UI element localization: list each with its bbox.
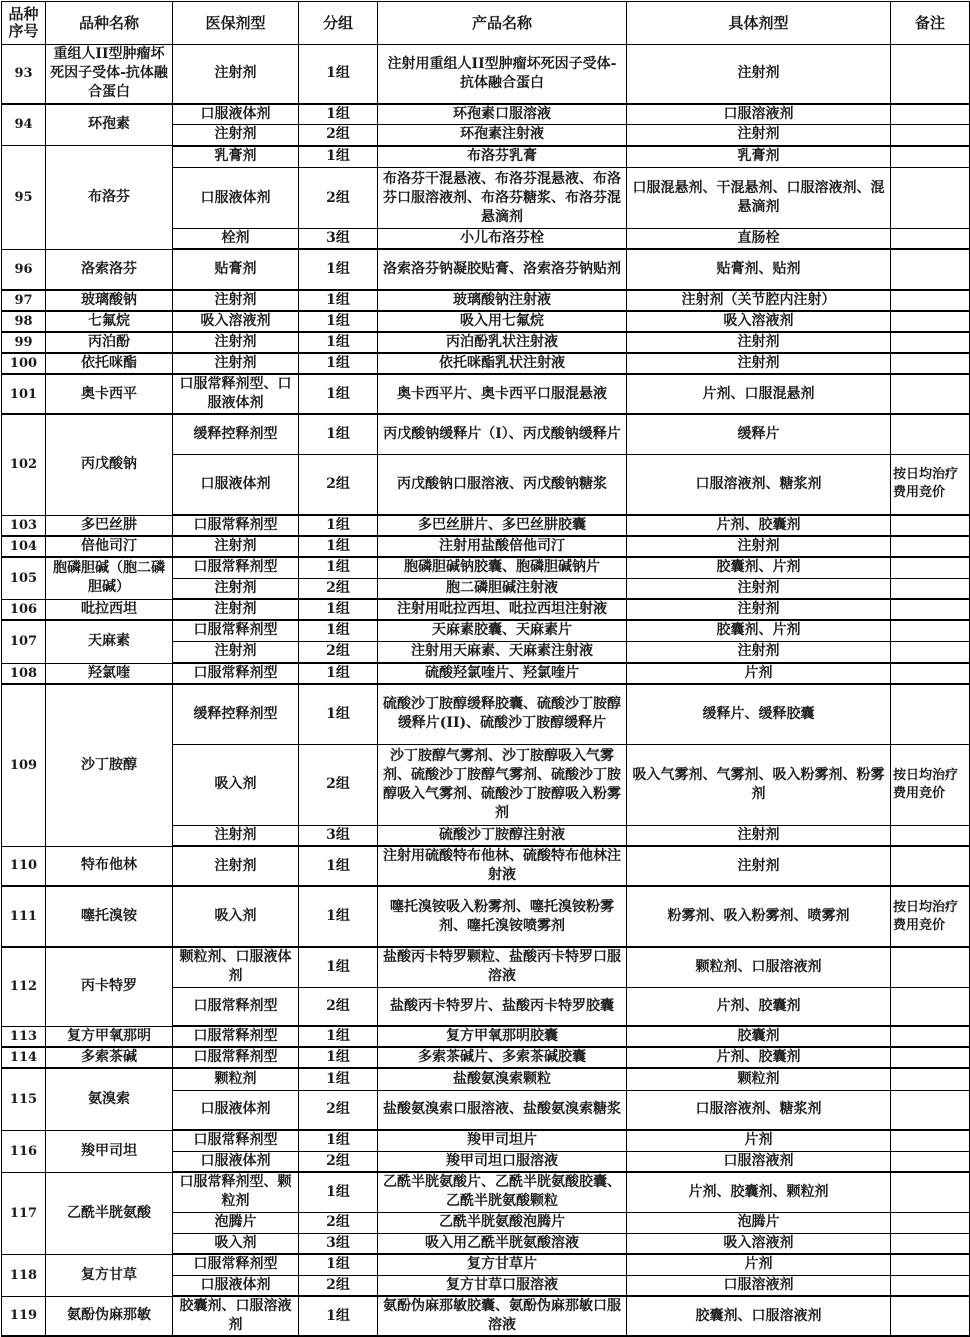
insurance-form-cell: 颗粒剂 bbox=[173, 1068, 299, 1090]
item-number: 100 bbox=[2, 353, 46, 374]
product-name-cell: 复方甘草口服溶液 bbox=[378, 1275, 627, 1296]
item-number: 102 bbox=[2, 414, 46, 515]
specific-form-cell: 颗粒剂 bbox=[627, 1068, 891, 1090]
group-cell: 2组 bbox=[299, 168, 378, 229]
item-number: 116 bbox=[2, 1130, 46, 1172]
insurance-form-cell: 口服液体剂 bbox=[173, 454, 299, 515]
specific-form-cell: 注射剂 bbox=[627, 825, 891, 846]
group-cell: 1组 bbox=[299, 1254, 378, 1275]
group-cell: 2组 bbox=[299, 744, 378, 825]
note-cell bbox=[891, 125, 970, 146]
specific-form-cell: 口服溶液剂 bbox=[627, 1275, 891, 1296]
table-row bbox=[2, 599, 970, 620]
group-cell: 1组 bbox=[299, 1068, 378, 1090]
product-name-cell: 吸入用七氟烷 bbox=[378, 311, 627, 332]
group-cell: 1组 bbox=[299, 414, 378, 454]
insurance-form-cell: 口服常释剂型、颗粒剂 bbox=[173, 1172, 299, 1212]
item-number: 112 bbox=[2, 947, 46, 1026]
item-name: 依托咪酯 bbox=[46, 353, 173, 374]
specific-form-cell: 粉雾剂、吸入粉雾剂、喷雾剂 bbox=[627, 886, 891, 947]
note-cell bbox=[891, 414, 970, 454]
insurance-form-cell: 缓释控释剂型 bbox=[173, 414, 299, 454]
specific-form-cell: 片剂、胶囊剂 bbox=[627, 987, 891, 1026]
table-row bbox=[2, 353, 970, 374]
note-cell bbox=[891, 1068, 970, 1090]
note-cell bbox=[891, 104, 970, 125]
insurance-form-cell: 口服常释剂型、口服液体剂 bbox=[173, 374, 299, 414]
specific-form-cell: 片剂、胶囊剂 bbox=[627, 515, 891, 536]
specific-form-cell: 吸入溶液剂 bbox=[627, 1233, 891, 1254]
item-number: 93 bbox=[2, 45, 46, 104]
table-row bbox=[2, 1296, 970, 1336]
note-cell bbox=[891, 1296, 970, 1336]
item-number: 103 bbox=[2, 515, 46, 536]
item-name: 环孢素 bbox=[46, 104, 173, 146]
insurance-form-cell: 吸入剂 bbox=[173, 1233, 299, 1254]
item-number: 98 bbox=[2, 311, 46, 332]
item-name: 复方甲氧那明 bbox=[46, 1026, 173, 1047]
insurance-form-cell: 注射剂 bbox=[173, 641, 299, 663]
specific-form-cell: 注射剂 bbox=[627, 45, 891, 104]
group-cell: 1组 bbox=[299, 290, 378, 311]
table-row bbox=[2, 1172, 970, 1212]
note-cell bbox=[891, 332, 970, 353]
insurance-form-cell: 注射剂 bbox=[173, 353, 299, 374]
group-cell: 1组 bbox=[299, 374, 378, 414]
insurance-form-cell: 胶囊剂、口服溶液剂 bbox=[173, 1296, 299, 1336]
specific-form-cell: 胶囊剂 bbox=[627, 1026, 891, 1047]
product-name-cell: 依托咪酯乳状注射液 bbox=[378, 353, 627, 374]
table-row bbox=[2, 1130, 970, 1151]
insurance-form-cell: 栓剂 bbox=[173, 229, 299, 250]
note-cell bbox=[891, 578, 970, 599]
specific-form-cell: 注射剂 bbox=[627, 353, 891, 374]
group-cell: 1组 bbox=[299, 146, 378, 168]
item-number: 108 bbox=[2, 663, 46, 684]
item-name: 布洛芬 bbox=[46, 146, 173, 250]
item-number: 110 bbox=[2, 846, 46, 886]
table-row bbox=[2, 414, 970, 454]
group-cell: 1组 bbox=[299, 1047, 378, 1068]
product-name-cell: 羧甲司坦片 bbox=[378, 1130, 627, 1151]
insurance-form-cell: 口服常释剂型 bbox=[173, 620, 299, 641]
note-cell bbox=[891, 641, 970, 663]
item-name: 洛索洛芬 bbox=[46, 249, 173, 290]
note-cell bbox=[891, 1151, 970, 1172]
item-number: 115 bbox=[2, 1068, 46, 1130]
note-cell bbox=[891, 1275, 970, 1296]
table-row bbox=[2, 846, 970, 886]
header-note: 备注 bbox=[891, 2, 970, 45]
header-no: 品种序号 bbox=[2, 2, 46, 45]
insurance-form-cell: 口服液体剂 bbox=[173, 1151, 299, 1172]
product-name-cell: 乙酰半胱氨酸片、乙酰半胱氨酸胶囊、乙酰半胱氨酸颗粒 bbox=[378, 1172, 627, 1212]
insurance-form-cell: 口服常释剂型 bbox=[173, 1254, 299, 1275]
table-row bbox=[2, 332, 970, 353]
specific-form-cell: 片剂、口服混悬剂 bbox=[627, 374, 891, 414]
item-number: 106 bbox=[2, 599, 46, 620]
specific-form-cell: 片剂、胶囊剂 bbox=[627, 1047, 891, 1068]
group-cell: 1组 bbox=[299, 886, 378, 947]
product-name-cell: 硫酸羟氯喹片、羟氯喹片 bbox=[378, 663, 627, 684]
item-name: 特布他林 bbox=[46, 846, 173, 886]
note-cell bbox=[891, 536, 970, 557]
note-cell bbox=[891, 663, 970, 684]
insurance-form-cell: 注射剂 bbox=[173, 846, 299, 886]
insurance-form-cell: 吸入溶液剂 bbox=[173, 311, 299, 332]
insurance-form-cell: 口服液体剂 bbox=[173, 104, 299, 125]
item-number: 118 bbox=[2, 1254, 46, 1296]
group-cell: 2组 bbox=[299, 1090, 378, 1130]
group-cell: 1组 bbox=[299, 1172, 378, 1212]
table-row bbox=[2, 249, 970, 290]
insurance-form-cell: 注射剂 bbox=[173, 332, 299, 353]
item-number: 104 bbox=[2, 536, 46, 557]
insurance-form-cell: 泡腾片 bbox=[173, 1212, 299, 1233]
product-name-cell: 环孢素口服溶液 bbox=[378, 104, 627, 125]
note-cell bbox=[891, 947, 970, 987]
group-cell: 2组 bbox=[299, 987, 378, 1026]
item-name: 噻托溴铵 bbox=[46, 886, 173, 947]
group-cell: 2组 bbox=[299, 125, 378, 146]
table-row bbox=[2, 1047, 970, 1068]
table-row bbox=[2, 290, 970, 311]
item-number: 109 bbox=[2, 684, 46, 846]
specific-form-cell: 口服溶液剂 bbox=[627, 1151, 891, 1172]
table-row bbox=[2, 1254, 970, 1275]
product-name-cell: 布洛芬干混悬液、布洛芬混悬液、布洛芬口服溶液剂、布洛芬糖浆、布洛芬混悬滴剂 bbox=[378, 168, 627, 229]
group-cell: 1组 bbox=[299, 353, 378, 374]
note-cell bbox=[891, 374, 970, 414]
specific-form-cell: 胶囊剂、口服溶液剂 bbox=[627, 1296, 891, 1336]
product-name-cell: 丙戊酸钠缓释片（I）、丙戊酸钠缓释片 bbox=[378, 414, 627, 454]
item-number: 105 bbox=[2, 557, 46, 599]
insurance-form-cell: 口服常释剂型 bbox=[173, 515, 299, 536]
insurance-form-cell: 颗粒剂、口服液体剂 bbox=[173, 947, 299, 987]
note-cell bbox=[891, 684, 970, 744]
table-row bbox=[2, 1068, 970, 1090]
group-cell: 2组 bbox=[299, 1275, 378, 1296]
note-cell bbox=[891, 45, 970, 104]
item-name: 氨酚伪麻那敏 bbox=[46, 1296, 173, 1336]
product-name-cell: 丙泊酚乳状注射液 bbox=[378, 332, 627, 353]
note-cell bbox=[891, 1130, 970, 1151]
drug-catalog-table bbox=[1, 1, 970, 1337]
group-cell: 1组 bbox=[299, 620, 378, 641]
item-name: 多巴丝肼 bbox=[46, 515, 173, 536]
group-cell: 1组 bbox=[299, 663, 378, 684]
insurance-form-cell: 注射剂 bbox=[173, 578, 299, 599]
item-name: 天麻素 bbox=[46, 620, 173, 663]
note-cell bbox=[891, 620, 970, 641]
item-name: 七氟烷 bbox=[46, 311, 173, 332]
item-number: 111 bbox=[2, 886, 46, 947]
item-name: 玻璃酸钠 bbox=[46, 290, 173, 311]
specific-form-cell: 片剂、胶囊剂、颗粒剂 bbox=[627, 1172, 891, 1212]
item-name: 复方甘草 bbox=[46, 1254, 173, 1296]
specific-form-cell: 注射剂 bbox=[627, 578, 891, 599]
product-name-cell: 盐酸氨溴索口服溶液、盐酸氨溴索糖浆 bbox=[378, 1090, 627, 1130]
product-name-cell: 布洛芬乳膏 bbox=[378, 146, 627, 168]
item-name: 吡拉西坦 bbox=[46, 599, 173, 620]
product-name-cell: 玻璃酸钠注射液 bbox=[378, 290, 627, 311]
note-cell bbox=[891, 825, 970, 846]
note-cell bbox=[891, 1172, 970, 1212]
table-row bbox=[2, 684, 970, 744]
group-cell: 2组 bbox=[299, 1212, 378, 1233]
insurance-form-cell: 注射剂 bbox=[173, 536, 299, 557]
table-row bbox=[2, 104, 970, 125]
product-name-cell: 天麻素胶囊、天麻素片 bbox=[378, 620, 627, 641]
group-cell: 1组 bbox=[299, 1026, 378, 1047]
table-row bbox=[2, 374, 970, 414]
note-cell bbox=[891, 1254, 970, 1275]
table-row bbox=[2, 947, 970, 987]
insurance-form-cell: 乳膏剂 bbox=[173, 146, 299, 168]
insurance-form-cell: 口服常释剂型 bbox=[173, 557, 299, 578]
product-name-cell: 胞磷胆碱钠胶囊、胞磷胆碱钠片 bbox=[378, 557, 627, 578]
note-cell bbox=[891, 311, 970, 332]
group-cell: 1组 bbox=[299, 1296, 378, 1336]
header-insurance-form: 医保剂型 bbox=[173, 2, 299, 45]
note-cell bbox=[891, 146, 970, 168]
insurance-form-cell: 口服常释剂型 bbox=[173, 663, 299, 684]
product-name-cell: 硫酸沙丁胺醇注射液 bbox=[378, 825, 627, 846]
note-cell bbox=[891, 1026, 970, 1047]
product-name-cell: 硫酸沙丁胺醇缓释胶囊、硫酸沙丁胺醇缓释片(II)、硫酸沙丁胺醇缓释片 bbox=[378, 684, 627, 744]
note-cell bbox=[891, 515, 970, 536]
table-row bbox=[2, 557, 970, 578]
group-cell: 1组 bbox=[299, 536, 378, 557]
note-cell bbox=[891, 249, 970, 290]
header-name: 品种名称 bbox=[46, 2, 173, 45]
specific-form-cell: 片剂 bbox=[627, 1254, 891, 1275]
item-number: 97 bbox=[2, 290, 46, 311]
insurance-form-cell: 注射剂 bbox=[173, 290, 299, 311]
group-cell: 2组 bbox=[299, 578, 378, 599]
insurance-form-cell: 口服常释剂型 bbox=[173, 1130, 299, 1151]
group-cell: 1组 bbox=[299, 684, 378, 744]
specific-form-cell: 颗粒剂、口服溶液剂 bbox=[627, 947, 891, 987]
item-name: 胞磷胆碱（胞二磷胆碱） bbox=[46, 557, 173, 599]
item-name: 奥卡西平 bbox=[46, 374, 173, 414]
group-cell: 1组 bbox=[299, 1130, 378, 1151]
table-row bbox=[2, 515, 970, 536]
insurance-form-cell: 口服液体剂 bbox=[173, 1090, 299, 1130]
product-name-cell: 注射用吡拉西坦、吡拉西坦注射液 bbox=[378, 599, 627, 620]
item-name: 羧甲司坦 bbox=[46, 1130, 173, 1172]
header-product: 产品名称 bbox=[378, 2, 627, 45]
product-name-cell: 盐酸丙卡特罗片、盐酸丙卡特罗胶囊 bbox=[378, 987, 627, 1026]
note-cell: 按日均治疗费用竞价 bbox=[891, 454, 970, 515]
note-cell bbox=[891, 557, 970, 578]
note-cell bbox=[891, 846, 970, 886]
table-row bbox=[2, 311, 970, 332]
item-name: 羟氯喹 bbox=[46, 663, 173, 684]
group-cell: 2组 bbox=[299, 1151, 378, 1172]
group-cell: 1组 bbox=[299, 104, 378, 125]
group-cell: 3组 bbox=[299, 229, 378, 250]
insurance-form-cell: 注射剂 bbox=[173, 825, 299, 846]
specific-form-cell: 注射剂 bbox=[627, 846, 891, 886]
note-cell bbox=[891, 290, 970, 311]
group-cell: 1组 bbox=[299, 557, 378, 578]
insurance-form-cell: 口服液体剂 bbox=[173, 1275, 299, 1296]
specific-form-cell: 注射剂 bbox=[627, 641, 891, 663]
product-name-cell: 氨酚伪麻那敏胶囊、氨酚伪麻那敏口服溶液 bbox=[378, 1296, 627, 1336]
specific-form-cell: 口服溶液剂 bbox=[627, 104, 891, 125]
product-name-cell: 胞二磷胆碱注射液 bbox=[378, 578, 627, 599]
item-name: 丙泊酚 bbox=[46, 332, 173, 353]
item-name: 乙酰半胱氨酸 bbox=[46, 1172, 173, 1254]
table-row bbox=[2, 1026, 970, 1047]
product-name-cell: 多索茶碱片、多索茶碱胶囊 bbox=[378, 1047, 627, 1068]
product-name-cell: 多巴丝肼片、多巴丝肼胶囊 bbox=[378, 515, 627, 536]
item-name: 丙卡特罗 bbox=[46, 947, 173, 1026]
item-name: 重组人II型肿瘤坏死因子受体-抗体融合蛋白 bbox=[46, 45, 173, 104]
specific-form-cell: 注射剂 bbox=[627, 125, 891, 146]
product-name-cell: 注射用盐酸倍他司汀 bbox=[378, 536, 627, 557]
specific-form-cell: 泡腾片 bbox=[627, 1212, 891, 1233]
group-cell: 2组 bbox=[299, 454, 378, 515]
product-name-cell: 注射用天麻素、天麻素注射液 bbox=[378, 641, 627, 663]
group-cell: 1组 bbox=[299, 846, 378, 886]
product-name-cell: 注射用硫酸特布他林、硫酸特布他林注射液 bbox=[378, 846, 627, 886]
product-name-cell: 羧甲司坦口服溶液 bbox=[378, 1151, 627, 1172]
product-name-cell: 噻托溴铵吸入粉雾剂、噻托溴铵粉雾剂、噻托溴铵喷雾剂 bbox=[378, 886, 627, 947]
note-cell bbox=[891, 1212, 970, 1233]
note-cell bbox=[891, 987, 970, 1026]
product-name-cell: 吸入用乙酰半胱氨酸溶液 bbox=[378, 1233, 627, 1254]
note-cell bbox=[891, 1233, 970, 1254]
item-number: 107 bbox=[2, 620, 46, 663]
group-cell: 1组 bbox=[299, 947, 378, 987]
insurance-form-cell: 注射剂 bbox=[173, 45, 299, 104]
product-name-cell: 注射用重组人II型肿瘤坏死因子受体-抗体融合蛋白 bbox=[378, 45, 627, 104]
product-name-cell: 丙戊酸钠口服溶液、丙戊酸钠糖浆 bbox=[378, 454, 627, 515]
product-name-cell: 小儿布洛芬栓 bbox=[378, 229, 627, 250]
specific-form-cell: 胶囊剂、片剂 bbox=[627, 557, 891, 578]
header-group: 分组 bbox=[299, 2, 378, 45]
insurance-form-cell: 吸入剂 bbox=[173, 886, 299, 947]
specific-form-cell: 片剂 bbox=[627, 1130, 891, 1151]
note-cell bbox=[891, 1090, 970, 1130]
item-name: 倍他司汀 bbox=[46, 536, 173, 557]
note-cell bbox=[891, 168, 970, 229]
table-row bbox=[2, 536, 970, 557]
group-cell: 3组 bbox=[299, 825, 378, 846]
insurance-form-cell: 口服液体剂 bbox=[173, 168, 299, 229]
table-row bbox=[2, 620, 970, 641]
table-row bbox=[2, 886, 970, 947]
specific-form-cell: 口服溶液剂、糖浆剂 bbox=[627, 454, 891, 515]
item-number: 117 bbox=[2, 1172, 46, 1254]
item-name: 氨溴索 bbox=[46, 1068, 173, 1130]
insurance-form-cell: 贴膏剂 bbox=[173, 249, 299, 290]
group-cell: 1组 bbox=[299, 599, 378, 620]
specific-form-cell: 吸入气雾剂、气雾剂、吸入粉雾剂、粉雾剂 bbox=[627, 744, 891, 825]
product-name-cell: 奥卡西平片、奥卡西平口服混悬液 bbox=[378, 374, 627, 414]
item-name: 多索茶碱 bbox=[46, 1047, 173, 1068]
insurance-form-cell: 注射剂 bbox=[173, 125, 299, 146]
note-cell bbox=[891, 229, 970, 250]
note-cell: 按日均治疗费用竞价 bbox=[891, 744, 970, 825]
item-number: 114 bbox=[2, 1047, 46, 1068]
insurance-form-cell: 缓释控释剂型 bbox=[173, 684, 299, 744]
table-row bbox=[2, 45, 970, 104]
specific-form-cell: 缓释片 bbox=[627, 414, 891, 454]
group-cell: 1组 bbox=[299, 515, 378, 536]
product-name-cell: 复方甘草片 bbox=[378, 1254, 627, 1275]
item-number: 119 bbox=[2, 1296, 46, 1336]
item-number: 99 bbox=[2, 332, 46, 353]
product-name-cell: 环孢素注射液 bbox=[378, 125, 627, 146]
item-number: 95 bbox=[2, 146, 46, 250]
specific-form-cell: 注射剂（关节腔内注射） bbox=[627, 290, 891, 311]
group-cell: 1组 bbox=[299, 332, 378, 353]
item-name: 沙丁胺醇 bbox=[46, 684, 173, 846]
specific-form-cell: 吸入溶液剂 bbox=[627, 311, 891, 332]
insurance-form-cell: 口服常释剂型 bbox=[173, 1026, 299, 1047]
item-number: 101 bbox=[2, 374, 46, 414]
insurance-form-cell: 口服常释剂型 bbox=[173, 987, 299, 1026]
specific-form-cell: 片剂 bbox=[627, 663, 891, 684]
group-cell: 1组 bbox=[299, 45, 378, 104]
specific-form-cell: 直肠栓 bbox=[627, 229, 891, 250]
group-cell: 1组 bbox=[299, 311, 378, 332]
note-cell bbox=[891, 353, 970, 374]
item-number: 113 bbox=[2, 1026, 46, 1047]
header-specific-form: 具体剂型 bbox=[627, 2, 891, 45]
insurance-form-cell: 注射剂 bbox=[173, 599, 299, 620]
item-number: 96 bbox=[2, 249, 46, 290]
specific-form-cell: 胶囊剂、片剂 bbox=[627, 620, 891, 641]
product-name-cell: 洛索洛芬钠凝胶贴膏、洛索洛芬钠贴剂 bbox=[378, 249, 627, 290]
specific-form-cell: 贴膏剂、贴剂 bbox=[627, 249, 891, 290]
product-name-cell: 乙酰半胱氨酸泡腾片 bbox=[378, 1212, 627, 1233]
specific-form-cell: 口服溶液剂、糖浆剂 bbox=[627, 1090, 891, 1130]
product-name-cell: 盐酸氨溴索颗粒 bbox=[378, 1068, 627, 1090]
specific-form-cell: 注射剂 bbox=[627, 332, 891, 353]
insurance-form-cell: 口服常释剂型 bbox=[173, 1047, 299, 1068]
product-name-cell: 沙丁胺醇气雾剂、沙丁胺醇吸入气雾剂、硫酸沙丁胺醇气雾剂、硫酸沙丁胺醇吸入气雾剂、硫酸沙丁胺醇吸入粉雾剂 bbox=[378, 744, 627, 825]
product-name-cell: 盐酸丙卡特罗颗粒、盐酸丙卡特罗口服溶液 bbox=[378, 947, 627, 987]
specific-form-cell: 缓释片、缓释胶囊 bbox=[627, 684, 891, 744]
header-row bbox=[2, 2, 970, 45]
table-body bbox=[2, 45, 970, 1337]
group-cell: 3组 bbox=[299, 1233, 378, 1254]
note-cell bbox=[891, 599, 970, 620]
item-number: 94 bbox=[2, 104, 46, 146]
insurance-form-cell: 吸入剂 bbox=[173, 744, 299, 825]
specific-form-cell: 注射剂 bbox=[627, 536, 891, 557]
item-name: 丙戊酸钠 bbox=[46, 414, 173, 515]
note-cell bbox=[891, 1047, 970, 1068]
specific-form-cell: 乳膏剂 bbox=[627, 146, 891, 168]
note-cell: 按日均治疗费用竞价 bbox=[891, 886, 970, 947]
group-cell: 2组 bbox=[299, 641, 378, 663]
product-name-cell: 复方甲氧那明胶囊 bbox=[378, 1026, 627, 1047]
group-cell: 1组 bbox=[299, 249, 378, 290]
table-row bbox=[2, 663, 970, 684]
table-row bbox=[2, 146, 970, 168]
specific-form-cell: 注射剂 bbox=[627, 599, 891, 620]
specific-form-cell: 口服混悬剂、干混悬剂、口服溶液剂、混悬滴剂 bbox=[627, 168, 891, 229]
